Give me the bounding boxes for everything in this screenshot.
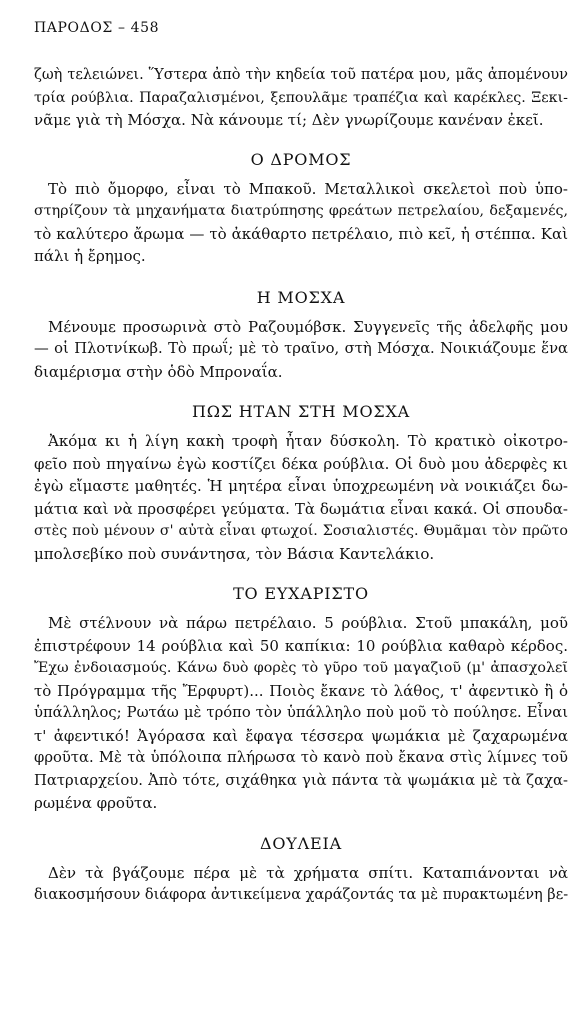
text-line: μπολσεβίκο ποὺ συνάντησα, τὸν Βάσια Καντελάκιο. [34,544,435,563]
section-heading: ΤΟ ΕΥΧΑΡΙΣΤΟ [233,584,369,603]
section-heading: Η ΜΟΣΧΑ [256,287,346,307]
text-line: ρωμένα φροῦτα. [34,794,158,812]
text-line: ἐπιστρέφουν 14 ρούβλια καὶ 50 καπίκια: 10 ρούβλια καθαρὸ κέρδος. [34,636,568,655]
section-paragraph [34,430,568,565]
text-line: διακοσμήσουν διάφορα ἀντικείμενα χαράζοντάς τα μὲ πυρακτωμένη βε- [34,887,569,903]
text-line: Πατριαρχείου. Ἀπὸ τότε, σιχάθηκα γιὰ πάντα τὰ ψωμάκια μὲ τὰ ζαχα- [34,771,568,789]
text-line: ζωὴ τελειώνει. Ὕστερα ἀπὸ τὴν κηδεία τοῦ πατέρα μου, μᾶς ἀπομένουν [34,67,568,83]
section-paragraph [34,862,568,907]
text-line: ὑπάλληλος; Ρωτάω μὲ τρόπο τὸν ὑπάλληλο ποὺ μοῦ τὸ πούλησε. Εἶναι [34,704,568,721]
text-line: Ἀκόμα κι ἡ λίγη κακὴ τροφὴ ἦταν δύσκολη. Τὸ κρατικὸ οἰκοτρο- [48,432,568,450]
section-douleia [34,834,568,907]
text-line: τρία ρούβλια. Παραζαλισμένοι, ξεπουλᾶμε τραπέζια καὶ καρέκλες. Ξεκι- [34,89,568,106]
section-o-dromos [34,150,568,268]
text-line: στηρίζουν τὰ μηχανήματα διατρύπησης φρεάτων πετρελαίου, δεξαμενές, [34,203,568,219]
section-heading: ΔΟΥΛΕΙΑ [260,833,342,853]
section-heading: ΠΩΣ ΗΤΑΝ ΣΤΗ ΜΟΣΧΑ [191,402,411,421]
text-line: Δὲν τὰ βγάζουμε πέρα μὲ τὰ χρήματα σπίτι. Καταπιάνονται νὰ [48,863,568,882]
text-line: πάλι ἡ ἔρημος. [34,247,146,265]
section-pos-itan [34,402,568,565]
text-line: φροῦτα. Μὲ τὰ ὑπόλοιπα πλήρωσα τὸ κανὸ ποὺ ἔκανα στὶς λίμνες τοῦ [34,749,568,766]
page-body [34,64,569,907]
text-line: νᾶμε γιὰ τὴ Μόσχα. Νὰ κάνουμε τί; Δὲν γνωρίζουμε κανέναν ἐκεῖ. [34,111,544,129]
text-line: μάτια καὶ νὰ προσφέρει γεύματα. Τὰ δωμάτια εἶναι κακά. Οἱ σπουδα- [34,499,568,518]
running-head: ΠΑΡΟΔΟΣ – 458 [34,20,160,36]
text-line: τὸ Πρόγραμμα τῆς Ἔρφυρτ)... Ποιὸς ἔκανε τὸ λάθος, τ' ἀφεντικὸ ἢ ὁ [34,681,568,700]
text-line: τ' ἀφεντικό! Ἀγόρασα καὶ ἔφαγα τέσσερα ψωμάκια μὲ ζαχαρωμένα [34,726,568,745]
section-i-moscha [34,288,568,384]
text-line: Ἔχω ἐνδοιασμούς. Κάνω δυὸ φορὲς τὸ γῦρο τοῦ μαγαζιοῦ (μ' ἀπασχολεῖ [34,660,568,676]
section-paragraph [34,316,568,384]
section-paragraph [34,612,568,815]
text-line: — οἱ Πλοτνίκωβ. Τὸ πρωΐ; μὲ τὸ τραῖνο, στὴ Μόσχα. Νοικιάζουμε ἕνα [34,340,568,357]
section-heading: Ο ΔΡΟΜΟΣ [250,149,352,169]
text-line: Μὲ στέλνουν νὰ πάρω πετρέλαιο. 5 ρούβλια. Στοῦ μπακάλη, μοῦ [48,614,568,632]
text-line: ἐγὼ εἴμαστε μαθητές. Ἡ μητέρα εἶναι ὑποχρεωμένη νὰ νοικιάζει δω- [34,477,568,495]
text-line: στὲς ποὺ μένουν σ' αὐτὰ εἶναι φτωχοί. Σοσιαλιστές. Θυμᾶμαι τὸν πρῶτο [34,523,568,539]
text-line: διαμέρισμα στὴν ὁδὸ Μπροναΐα. [34,362,283,381]
text-line: φεῖο ποὺ πηγαίνω ἐγὼ κοστίζει δέκα ρούβλια. Οἱ δυὸ μου ἀδερφὲς κι [34,454,568,473]
text-line: Μένουμε προσωρινὰ στὸ Ραζουμόβσκ. Συγγενεῖς τῆς ἀδελφῆς μου [48,317,568,336]
section-paragraph [34,178,568,268]
section-to-efcharisto [34,584,568,815]
text-line: τὸ καλύτερο ἄρωμα — τὸ ἀκάθαρτο πετρέλαιο, πιὸ κεῖ, ἡ στέππα. Καὶ [34,224,568,243]
text-line: Τὸ πιὸ ὄμορφο, εἶναι τὸ Μπακοῦ. Μεταλλικοὶ σκελετοὶ ποὺ ὑπο- [48,179,568,198]
intro-paragraph [34,64,568,132]
